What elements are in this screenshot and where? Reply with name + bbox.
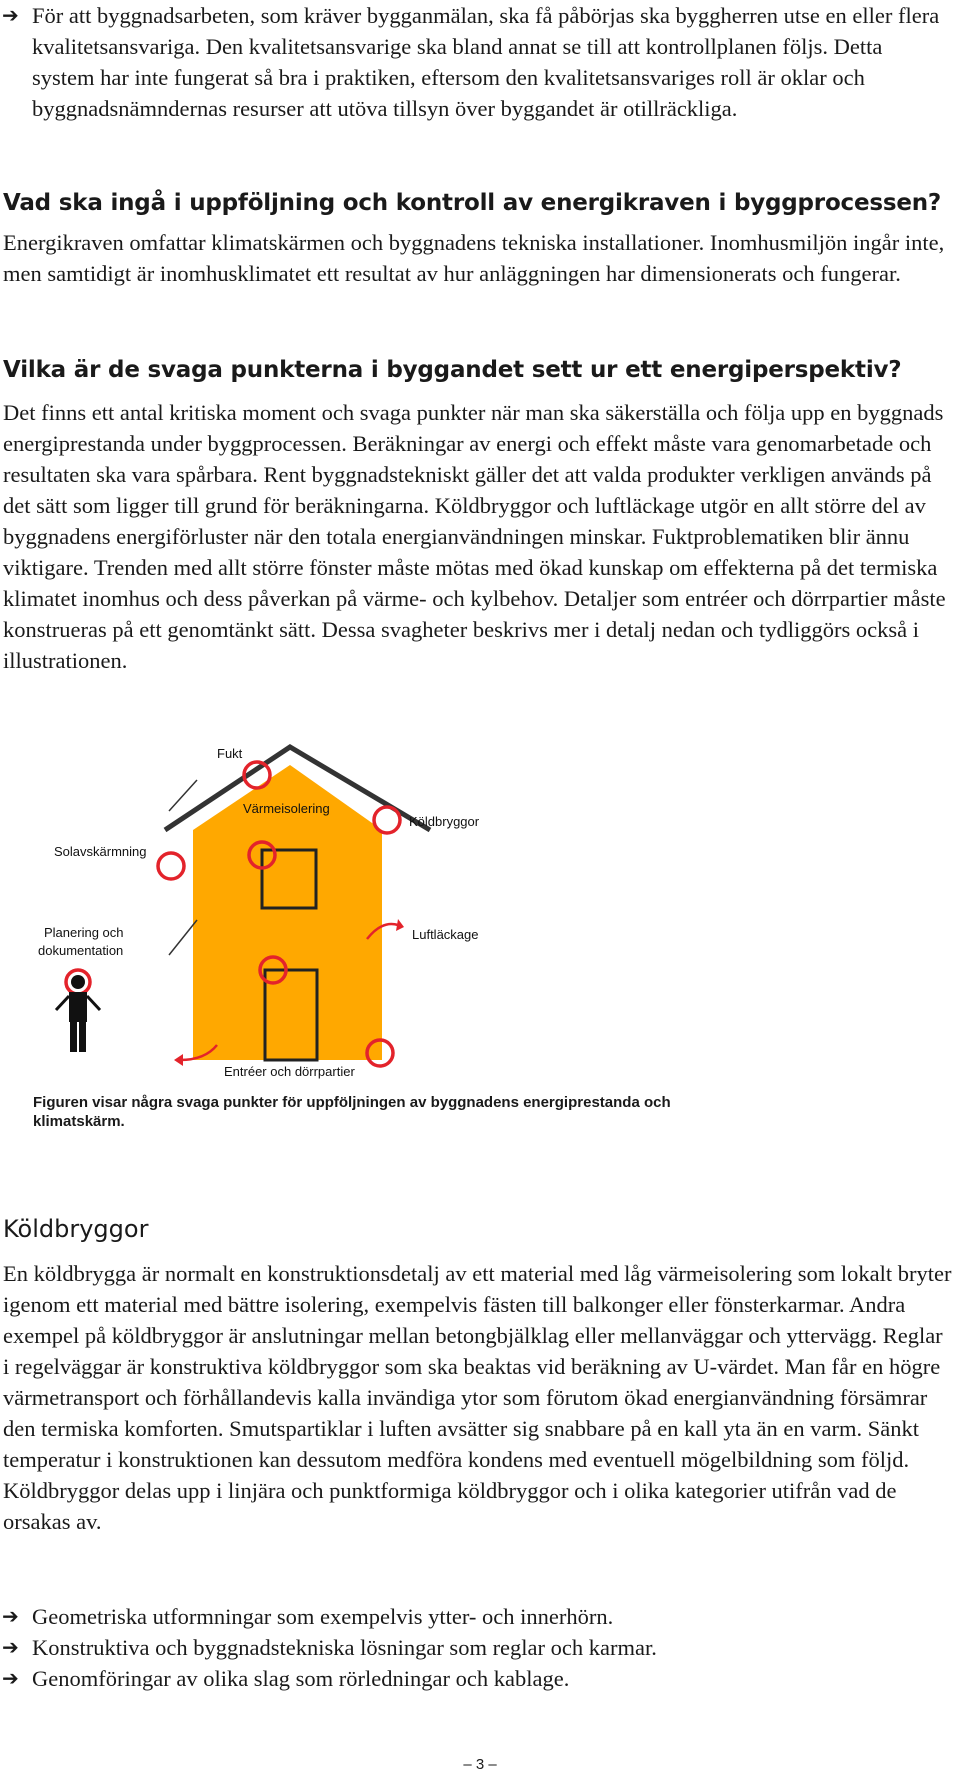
label-solavskarmning: Solavskärmning	[54, 844, 147, 859]
question-heading-2: Vilka är de svaga punkterna i byggandet sett ur ett energiperspektiv?	[3, 357, 902, 383]
label-planering-line1: Planering och	[44, 925, 124, 940]
label-luftlackage: Luftläckage	[412, 927, 479, 942]
question-answer-2: Det finns ett antal kritiska moment och svaga punkter när man ska säkerställa och följa upp en byggnads energiprestanda under byggprocessen. Beräkningar av energi och effekt måste vara genomarbetade och resultaten ska vara spårbara. Rent byggnadstekniskt gäller det att valda produkter verkligen används på det sätt som ligger till grund för beräkningarna. Köldbryggor och luftläckage utgör en allt större del av byggnadens energiförluster när den totala energianvändningen minskar. Fuktproblematiken blir ännu viktigare. Trenden med allt större fönster måste mötas med ökad kunskap om effekterna på det termiska klimatet inomhus och dess påverkan på värme- och kylbehov. Detaljer som entréer och dörrpartier måste konstrueras på ett genomtänkt sätt. Dessa svagheter beskrivs mer i detalj nedan och tydliggörs också i illustrationen.	[3, 400, 946, 673]
page-number: – 3 –	[463, 1756, 497, 1773]
label-varmeisolering: Värmeisolering	[243, 801, 330, 816]
arrowhead-icon	[174, 1054, 183, 1066]
figure-caption: Figuren visar några svaga punkter för uppföljningen av byggnadens energiprestanda och klimatskärm.	[33, 1094, 671, 1130]
marker-koldbryggor	[374, 807, 400, 833]
arrow-icon: ➔	[2, 1635, 19, 1659]
arrow-icon: ➔	[2, 1604, 19, 1628]
leader-line	[169, 780, 197, 811]
leader-line	[169, 920, 197, 955]
arrow-icon: ➔	[2, 3, 19, 27]
list-item-text: Geometriska utformningar som exempelvis ytter- och innerhörn.	[32, 1604, 614, 1629]
label-planering-line2: dokumentation	[38, 943, 124, 958]
arrow-icon: ➔	[2, 1666, 19, 1690]
question-answer-1: Energikraven omfattar klimatskärmen och byggnadens tekniska installationer. Inomhusmiljön ingår inte, men samtidigt är inomhusklimatet ett resultat av hur anläggningen har dimensionerats och fungerar.	[3, 230, 945, 286]
arrowhead-icon	[396, 919, 404, 931]
intro-bullet-text: För att byggnadsarbeten, som kräver bygganmälan, ska få påbörjas ska byggherren utse en eller flera kvalitetsansvariga. Den kvalitetsansvarige ska bland annat se till att kontrollplanen följs. Detta system har inte fungerat så bra i praktiken, eftersom den kvalitetsansvariges roll är oklar och byggnadsnämndernas resurser att utöva tillsyn över byggandet är otillräckliga.	[32, 3, 940, 121]
section-text-koldbryggor: En köldbrygga är normalt en konstruktionsdetalj av ett material med låg värmeisolering som lokalt bryter igenom ett material med bättre isolering, exempelvis fästen till balkonger eller fönsterkarmar. Andra exempel på köldbryggor är anslutningar mellan betongbjälklag eller mellanväggar och yttervägg. Reglar i regelväggar är konstruktiva köldbryggor som ska beaktas vid beräkning av U-värdet. Man får en högre värmetransport och förhållandevis kalla invändiga ytor som förutom ökad energianvändning försämrar den termiska komforten. Smutspartiklar i luften avsätter sig snabbare på en kall yta än en varm. Sänkt temperatur i konstruktionen kan dessutom medföra kondens med eventuell mögelbildning som följd. Köldbryggor delas upp i linjära och punktformiga köldbryggor och i olika kategorier utifrån vad de orsakas av.	[3, 1261, 952, 1534]
section-heading-koldbryggor: Köldbryggor	[3, 1215, 149, 1243]
label-entreer: Entréer och dörrpartier	[224, 1064, 355, 1079]
marker-solavskarmning	[158, 853, 184, 879]
label-fukt: Fukt	[217, 746, 243, 761]
label-koldbryggor: Köldbryggor	[409, 814, 480, 829]
list-item-text: Genomföringar av olika slag som rörledningar och kablage.	[32, 1666, 570, 1691]
person-icon	[56, 975, 100, 1052]
question-heading-1: Vad ska ingå i uppföljning och kontroll av energikraven i byggprocessen?	[3, 190, 942, 216]
list-item-text: Konstruktiva och byggnadstekniska lösningar som reglar och karmar.	[32, 1635, 657, 1660]
